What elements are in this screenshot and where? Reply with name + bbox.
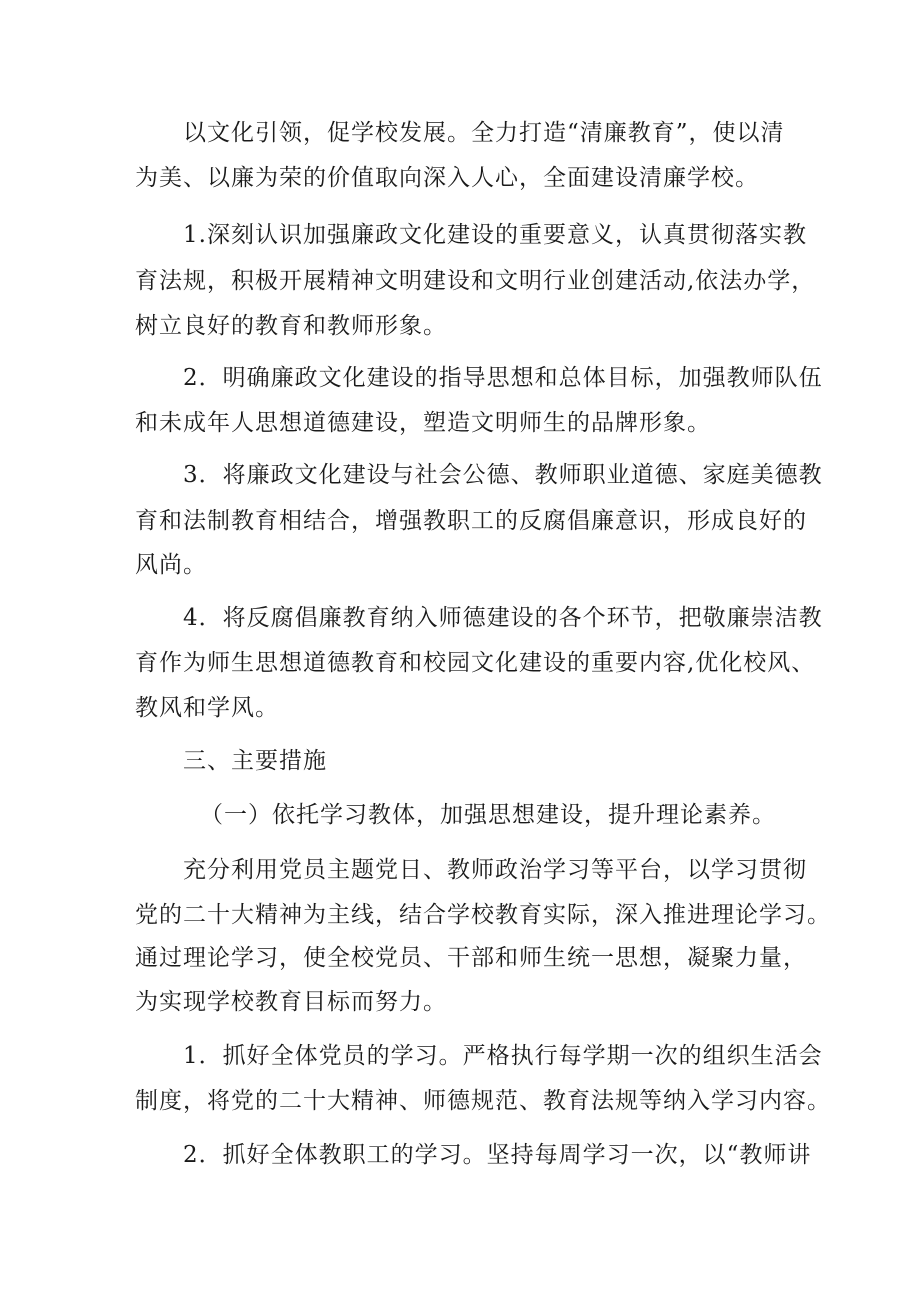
body-paragraph-line-2: 党的二十大精神为主线，结合学校教育实际，深入推进理论学习。 <box>135 902 831 928</box>
paragraph-intro-line-2: 为美、以廉为荣的价值取向深入人心，全面建设清廉学校。 <box>135 165 759 191</box>
item-2-line-2: 和未成年人思想道德建设，塑造文明师生的品牌形象。 <box>135 410 711 436</box>
measure-1-line-1: 1．抓好全体党员的学习。严格执行每学期一次的组织生活会 <box>183 1043 823 1069</box>
body-paragraph-line-1: 充分利用党员主题党日、教师政治学习等平台，以学习贯彻 <box>183 857 807 883</box>
paragraph-intro-line-1: 以文化引领，促学校发展。全力打造“清廉教育”，使以清 <box>183 120 785 146</box>
measure-1-line-2: 制度，将党的二十大精神、师德规范、教育法规等纳入学习内容。 <box>135 1088 831 1114</box>
item-4-line-3: 教风和学风。 <box>135 695 279 721</box>
item-3-line-2: 育和法制教育相结合，增强教职工的反腐倡廉意识，形成良好的 <box>135 508 807 534</box>
item-1-line-1: 1.深刻认识加强廉政文化建设的重要意义，认真贯彻落实教 <box>183 222 807 248</box>
body-paragraph-line-3: 通过理论学习，使全校党员、干部和师生统一思想，凝聚力量， <box>135 945 807 971</box>
measure-2-line-1: 2．抓好全体教职工的学习。坚持每周学习一次，以“教师讲 <box>183 1142 812 1168</box>
body-paragraph-line-4: 为实现学校教育目标而努力。 <box>135 989 447 1015</box>
item-1-line-2: 育法规，积极开展精神文明建设和文明行业创建活动,依法办学， <box>135 268 816 294</box>
item-3-line-1: 3．将廉政文化建设与社会公德、教师职业道德、家庭美德教 <box>183 462 823 488</box>
subsection-heading: （一）依托学习教体，加强思想建设，提升理论素养。 <box>200 802 776 828</box>
item-1-line-3: 树立良好的教育和教师形象。 <box>135 313 447 339</box>
section-heading: 三、主要措施 <box>183 748 327 774</box>
item-4-line-1: 4．将反腐倡廉教育纳入师德建设的各个环节，把敬廉崇洁教 <box>183 605 823 631</box>
item-4-line-2: 育作为师生思想道德教育和校园文化建设的重要内容,优化校风、 <box>135 650 816 676</box>
item-3-line-3: 风尚。 <box>135 552 207 578</box>
item-2-line-1: 2．明确廉政文化建设的指导思想和总体目标，加强教师队伍 <box>183 365 823 391</box>
